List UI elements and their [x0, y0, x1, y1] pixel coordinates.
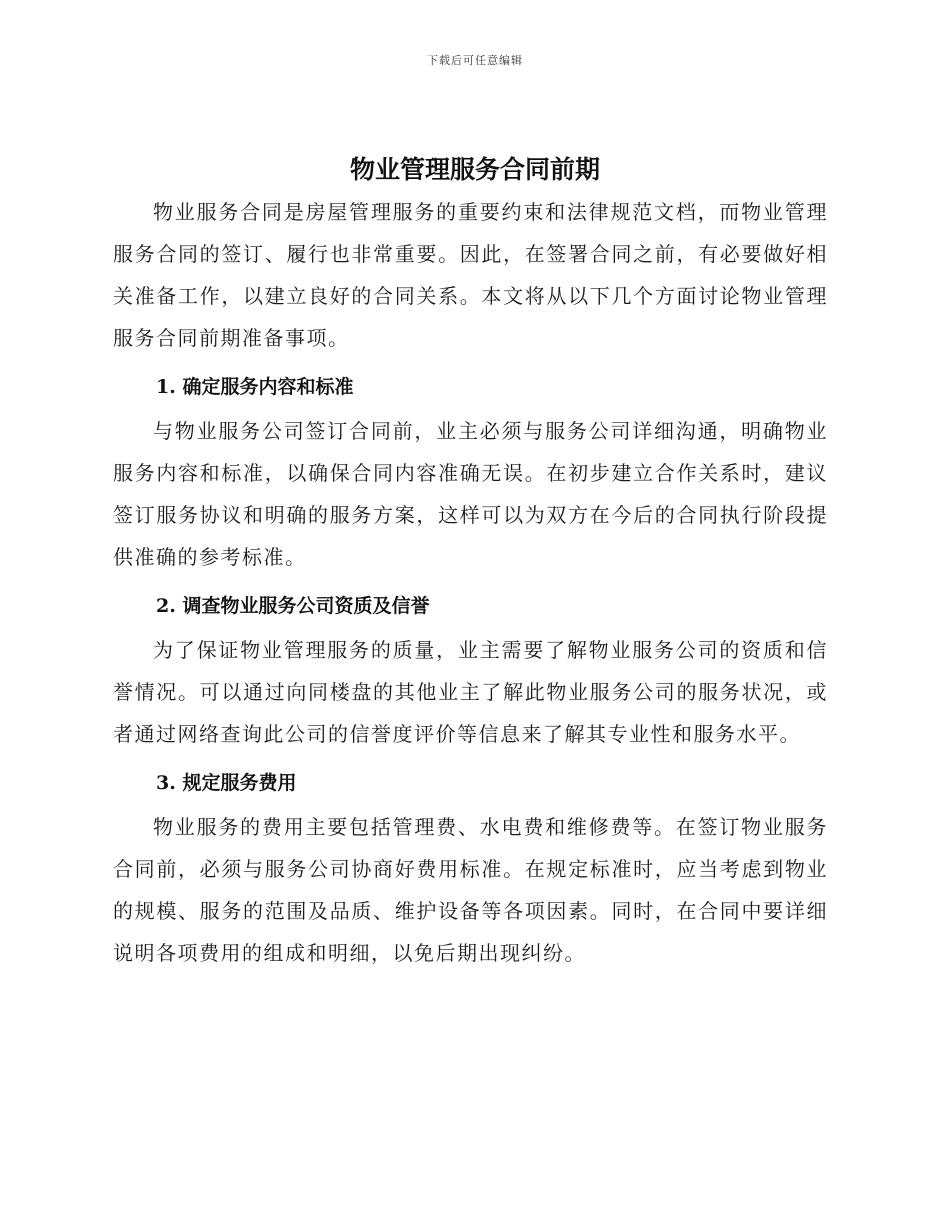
- section-heading-service-fees: 3. 规定服务费用: [156, 772, 297, 794]
- document-title: 物业管理服务合同前期: [349, 155, 600, 184]
- section-body-service-content: 与物业服务公司签订合同前，业主必须与服务公司详细沟通，明确物业服务内容和标准，以确保合同内容准确无误。在初步建立合作关系时，建议签订服务协议和明确的服务方案，这样可以为双方在今后的合同执行阶段提供准确的参考标准。: [113, 419, 828, 569]
- page-header-note: 下载后可任意编辑: [427, 54, 523, 67]
- section-body-company-qualification: 为了保证物业管理服务的质量，业主需要了解物业服务公司的资质和信誉情况。可以通过向同楼盘的其他业主了解此物业服务公司的服务状况，或者通过网络查询此公司的信誉度评价等信息来了解其专业性和服务水平。: [113, 638, 828, 746]
- document-body: [113, 191, 828, 974]
- intro-paragraph: 物业服务合同是房屋管理服务的重要约束和法律规范文档，而物业管理服务合同的签订、履行也非常重要。因此，在签署合同之前，有必要做好相关准备工作，以建立良好的合同关系。本文将从以下几个方面讨论物业管理服务合同前期准备事项。: [113, 200, 828, 350]
- section-body-service-fees: 物业服务的费用主要包括管理费、水电费和维修费等。在签订物业服务合同前，必须与服务公司协商好费用标准。在规定标准时，应当考虑到物业的规模、服务的范围及品质、维护设备等各项因素。同时，在合同中要详细说明各项费用的组成和明细，以免后期出现纠纷。: [113, 815, 828, 965]
- section-heading-service-content: 1. 确定服务内容和标准: [156, 376, 354, 398]
- section-heading-company-qualification: 2. 调查物业服务公司资质及信誉: [156, 595, 430, 617]
